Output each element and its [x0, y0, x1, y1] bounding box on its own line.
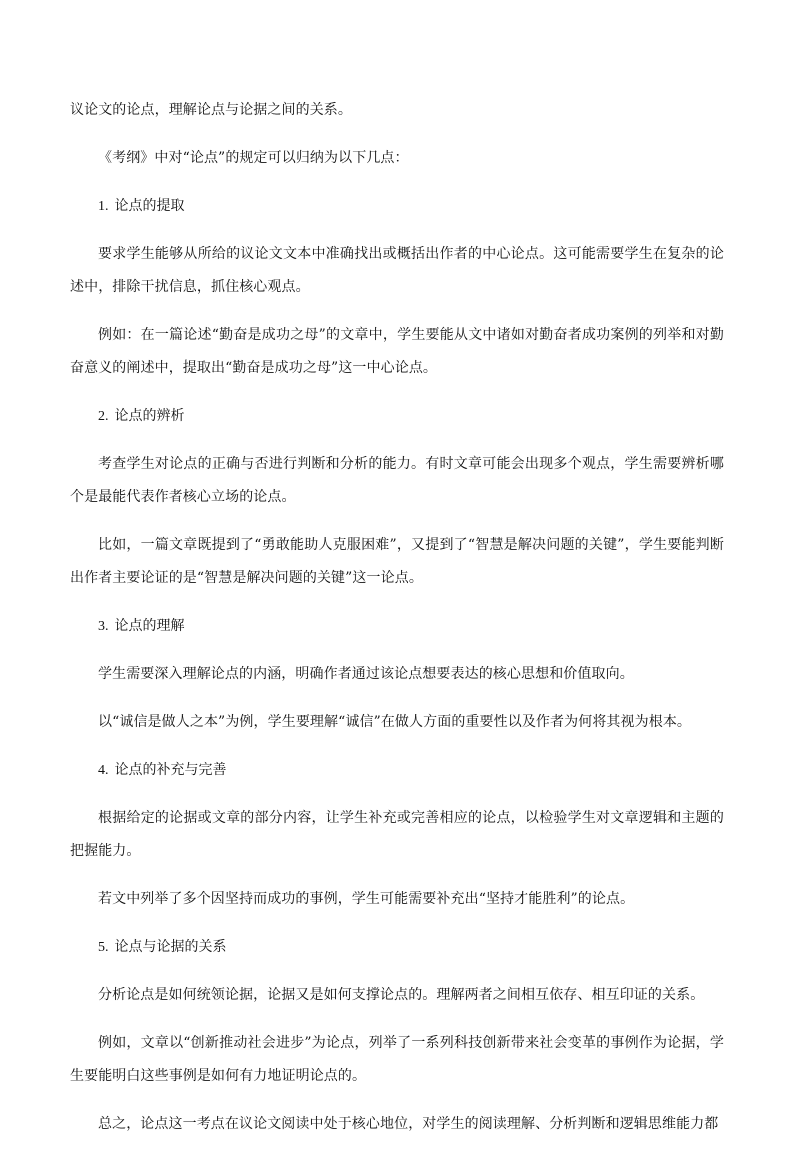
- section-heading-2: [70, 400, 724, 433]
- section-title: 论点的补充与完善: [114, 762, 227, 778]
- paragraph-discrimination-example: 比如，一篇文章既提到了“勇敢能助人克服困难”，又提到了“智慧是解决问题的关键”，学生要能判断出作者主要论证的是“智慧是解决问题的关键”这一论点。: [70, 537, 724, 586]
- section-number: 5.: [98, 940, 109, 955]
- paragraph-relation-desc: 分析论点是如何统领论据，论据又是如何支撑论点的。理解两者之间相互依存、相互印证的关系。: [98, 987, 705, 1003]
- section-number: 1.: [98, 199, 109, 214]
- section-heading-4: [70, 754, 724, 787]
- section-number: 4.: [98, 763, 109, 778]
- paragraph-outline: 《考纲》中对“论点”的规定可以归纳为以下几点：: [98, 150, 409, 166]
- section-number: 3.: [98, 619, 109, 634]
- paragraph-discrimination-desc: 考查学生对论点的正确与否进行判断和分析的能力。有时文章可能会出现多个观点，学生需要辨析哪个是最能代表作者核心立场的论点。: [70, 456, 724, 505]
- section-title: 论点的提取: [114, 198, 185, 214]
- paragraph-supplement-desc: 根据给定的论据或文章的部分内容，让学生补充或完善相应的论点，以检验学生对文章逻辑和主题的把握能力。: [70, 810, 724, 859]
- section-heading-3: [70, 610, 724, 643]
- paragraph-intro: 议论文的论点，理解论点与论据之间的关系。: [70, 102, 352, 118]
- paragraph-extraction-example: 例如：在一篇论述“勤奋是成功之母”的文章中，学生要能从文中诸如对勤奋者成功案例的列举和对勤奋意义的阐述中，提取出“勤奋是成功之母”这一中心论点。: [70, 327, 724, 376]
- section-title: 论点的辨析: [114, 408, 185, 424]
- document-body: [70, 94, 724, 1156]
- paragraph-extraction-desc: 要求学生能够从所给的议论文文本中准确找出或概括出作者的中心论点。这可能需要学生在复杂的论述中，排除干扰信息，抓住核心观点。: [70, 246, 724, 295]
- paragraph-supplement-example: 若文中列举了多个因坚持而成功的事例，学生可能需要补充出“坚持才能胜利”的论点。: [98, 891, 635, 907]
- paragraph-understanding-desc: 学生需要深入理解论点的内涵，明确作者通过该论点想要表达的核心思想和价值取向。: [98, 666, 634, 682]
- section-heading-1: [70, 190, 724, 223]
- paragraph-understanding-example: 以“诚信是做人之本”为例，学生要理解“诚信”在做人方面的重要性以及作者为何将其视为根本。: [98, 714, 692, 730]
- section-number: 2.: [98, 409, 109, 424]
- paragraph-relation-example: 例如，文章以“创新推动社会进步”为论点，列举了一系列科技创新带来社会变革的事例作为论据，学生要能明白这些事例是如何有力地证明论点的。: [70, 1035, 724, 1084]
- section-title: 论点与论据的关系: [114, 939, 227, 955]
- paragraph-summary: 总之，论点这一考点在议论文阅读中处于核心地位，对学生的阅读理解、分析判断和逻辑思维能力都: [98, 1116, 719, 1132]
- section-title: 论点的理解: [114, 618, 185, 634]
- section-heading-5: [70, 931, 724, 964]
